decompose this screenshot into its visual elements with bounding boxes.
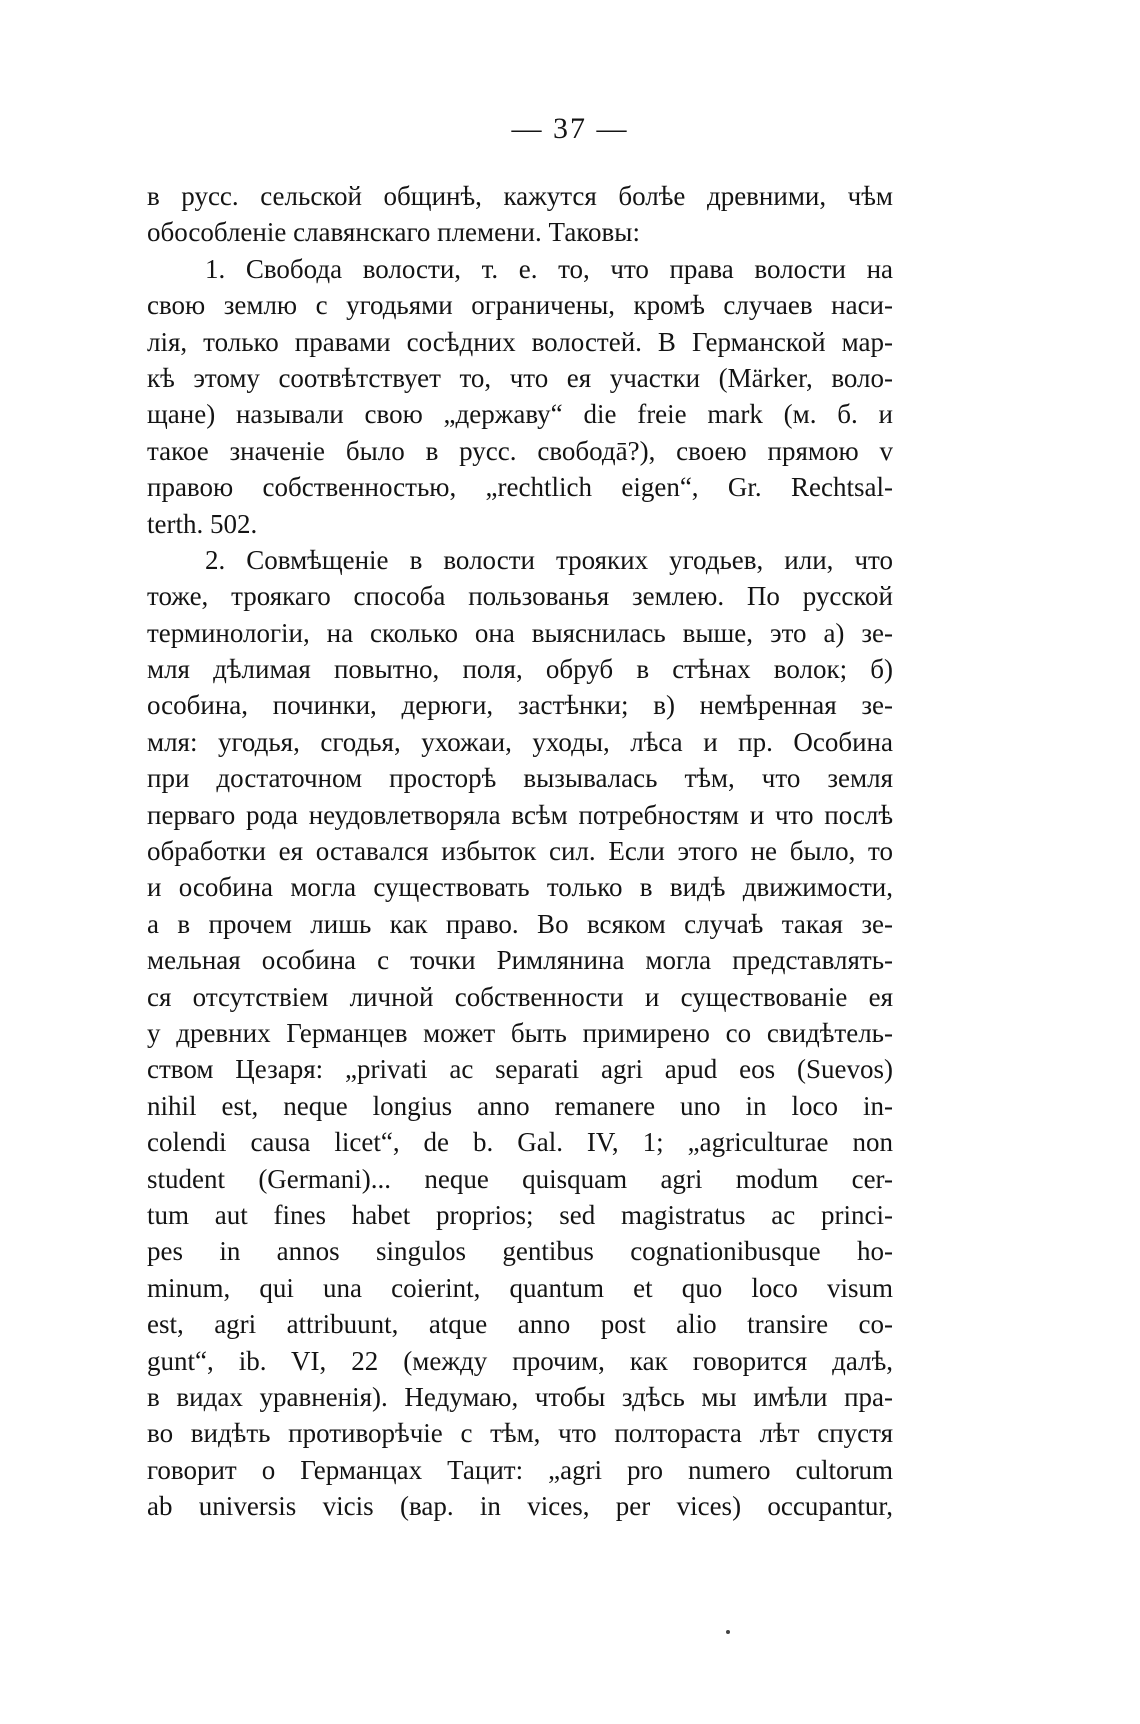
text-line: мельная особина с точки Римлянина могла представлять- (147, 945, 893, 976)
print-speck (726, 1630, 730, 1634)
text-line: est, agri attribuunt, atque anno post alio transire co- (147, 1309, 893, 1340)
text-line: terth. 502. (147, 508, 258, 539)
text-line: nihil est, neque longius anno remanere uno in loco in- (147, 1090, 893, 1121)
text-line: обособленіе славянскаго племени. Таковы: (147, 217, 640, 248)
text-line: pes in annos singulos gentibus cognationibusque ho- (147, 1236, 893, 1267)
text-line: перваго рода неудовлетворяла всѣм потребностям и что послѣ (147, 799, 893, 830)
paragraph-start-line: 1. Свобода волости, т. е. то, что права волости на (205, 253, 893, 284)
text-line: gunt“, ib. VI, 22 (между прочим, как говорится далѣ, (147, 1345, 893, 1376)
text-line: tum aut fines habet proprios; sed magistratus ac princi- (147, 1199, 893, 1230)
text-line: тоже, троякаго способа пользованья землею. По русской (147, 581, 893, 612)
text-line: мля: угодья, сгодья, ухожаи, уходы, лѣса и пр. Особина (147, 726, 893, 757)
text-line: свою землю с угодьями ограничены, кромѣ случаев наси- (147, 290, 893, 321)
text-line: лія, только правами сосѣдних волостей. В Германской мар- (147, 326, 893, 357)
text-line: терминологіи, на сколько она выяснилась выше, это а) зе- (147, 617, 893, 648)
text-line: ством Цезаря: „privati ac separati agri apud eos (Suevos) (147, 1054, 893, 1085)
text-line: student (Germani)... neque quisquam agri modum cer- (147, 1163, 893, 1194)
text-line: такое значеніе было в русс. свободā?), своею прямою v (147, 435, 893, 466)
text-line: обработки ея оставался избыток сил. Если этого не было, то (147, 836, 893, 867)
text-line: мля дѣлимая повытно, поля, обруб в стѣнах волок; б) (147, 654, 893, 685)
text-line: особина, починки, дерюги, застѣнки; в) немѣренная зе- (147, 690, 893, 721)
text-line: colendi causa licet“, de b. Gal. IV, 1; „agriculturae non (147, 1127, 893, 1158)
body-text (147, 178, 893, 1524)
text-line: кѣ этому соотвѣтствует то, что ея участки (Märker, воло- (147, 362, 893, 393)
text-line: ся отсутствіем личной собственности и существованіе ея (147, 981, 893, 1012)
text-line: у древних Германцев может быть примирено со свидѣтель- (147, 1017, 893, 1048)
text-line: в русс. сельской общинѣ, кажутся болѣе древними, чѣм (147, 181, 893, 211)
text-line: ab universis vicis (вар. in vices, per vices) occupantur, (147, 1491, 893, 1522)
text-line: minum, qui una coierint, quantum et quo loco visum (147, 1272, 893, 1303)
text-line: и особина могла существовать только в видѣ движимости, (147, 872, 893, 903)
text-line: а в прочем лишь как право. Во всяком случаѣ такая зе- (147, 908, 893, 939)
paragraph-start-line: 2. Совмѣщеніе в волости трояких угодьев, или, что (205, 544, 893, 575)
page-number: — 37 — (511, 112, 629, 145)
text-line: говорит о Германцах Тацит: „agri pro numero cultorum (147, 1454, 893, 1485)
text-line: при достаточном просторѣ вызывалась тѣм, что земля (147, 763, 893, 794)
text-line: в видах уравненія). Недумаю, чтобы здѣсь мы имѣли пра- (147, 1381, 893, 1412)
text-line: щане) называли свою „державу“ die freie mark (м. б. и (147, 399, 893, 430)
text-line: во видѣть противорѣчіе с тѣм, что полтораста лѣт спустя (147, 1418, 893, 1449)
text-line: правою собственностью, „rechtlich eigen“, Gr. Rechtsal- (147, 472, 893, 503)
